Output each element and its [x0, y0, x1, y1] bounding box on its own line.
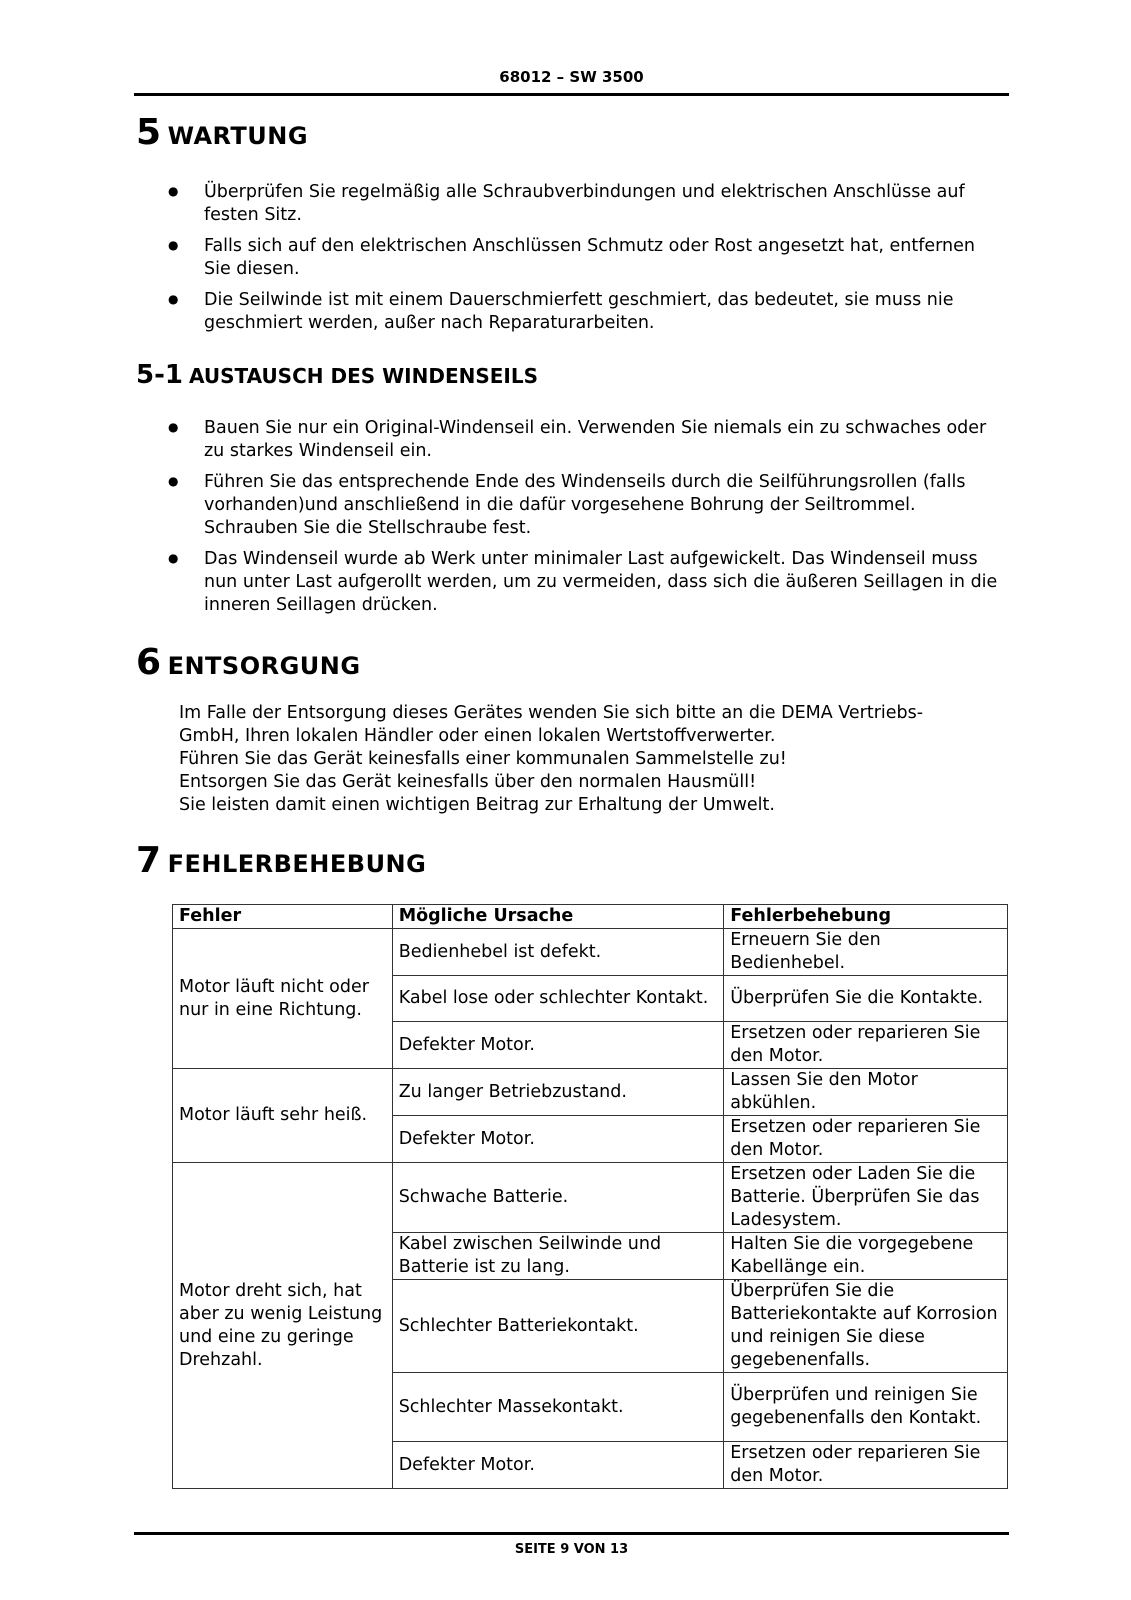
fix-cell: Ersetzen oder Laden Sie die Batterie. Überprüfen Sie das Ladesystem.	[724, 1163, 1008, 1233]
list-item: ● Führen Sie das entsprechende Ende des Windenseils durch die Seilführungsrollen (falls vorhanden)und anschließend in die dafür vorgesehene Bohrung der Seiltrommel. Schrauben Sie die Stellschraube fest.	[164, 471, 1004, 540]
table-row	[173, 1163, 1008, 1233]
cause-cell: Defekter Motor.	[392, 1116, 724, 1163]
paragraph-line: Entsorgen Sie das Gerät keinesfalls über den normalen Hausmüll!	[179, 772, 757, 792]
section-number: 5-1	[136, 360, 183, 390]
column-header-fix: Fehlerbehebung	[724, 905, 1008, 929]
table-row	[173, 929, 1008, 976]
fix-cell: Ersetzen oder reparieren Sie den Motor.	[724, 1116, 1008, 1163]
section-number: 5	[136, 112, 162, 153]
footer-rule	[134, 1532, 1009, 1535]
paragraph-line: GmbH, Ihren lokalen Händler oder einen lokalen Wertstoffverwerter.	[179, 726, 776, 746]
section-number: 6	[136, 642, 162, 683]
fault-cell: Motor läuft nicht oder nur in eine Richtung.	[173, 929, 393, 1069]
cause-cell: Schlechter Massekontakt.	[392, 1373, 724, 1442]
list-item: ● Bauen Sie nur ein Original-Windenseil ein. Verwenden Sie niemals ein zu schwaches oder zu starkes Windenseil ein.	[164, 417, 1004, 463]
page-footer: SEITE 9 VON 13	[514, 1542, 629, 1557]
section-heading-fehlerbehebung	[136, 840, 426, 881]
fix-cell: Ersetzen oder reparieren Sie den Motor.	[724, 1442, 1008, 1489]
page-header: 68012 – SW 3500	[499, 68, 644, 86]
fix-cell: Überprüfen und reinigen Sie gegebenenfalls den Kontakt.	[724, 1373, 1008, 1442]
cause-cell: Kabel zwischen Seilwinde und Batterie ist zu lang.	[392, 1233, 724, 1280]
column-header-fault: Fehler	[173, 905, 393, 929]
subsection-heading-austausch	[136, 360, 538, 390]
cause-cell: Schwache Batterie.	[392, 1163, 724, 1233]
section-title: WARTUNG	[167, 122, 309, 150]
austausch-list	[164, 417, 1004, 625]
paragraph-line: Sie leisten damit einen wichtigen Beitrag zur Erhaltung der Umwelt.	[179, 795, 775, 815]
table-row	[173, 1069, 1008, 1116]
fix-cell: Erneuern Sie den Bedienhebel.	[724, 929, 1008, 976]
fault-cell: Motor läuft sehr heiß.	[173, 1069, 393, 1163]
wartung-list	[164, 181, 1004, 343]
cause-cell: Defekter Motor.	[392, 1442, 724, 1489]
fix-cell: Lassen Sie den Motor abkühlen.	[724, 1069, 1008, 1116]
list-item: ● Das Windenseil wurde ab Werk unter minimaler Last aufgewickelt. Das Windenseil muss nun unter Last aufgerollt werden, um zu vermeiden, dass sich die äußeren Seillagen in die inneren Seillagen drücken.	[164, 548, 1004, 617]
header-rule	[134, 93, 1009, 96]
cause-cell: Schlechter Batteriekontakt.	[392, 1280, 724, 1373]
section-title: FEHLERBEHEBUNG	[167, 850, 427, 878]
column-header-cause: Mögliche Ursache	[392, 905, 724, 929]
section-heading-entsorgung	[136, 642, 361, 683]
section-heading-wartung	[136, 112, 308, 153]
fix-cell: Überprüfen Sie die Kontakte.	[724, 976, 1008, 1022]
cause-cell: Zu langer Betriebzustand.	[392, 1069, 724, 1116]
cause-cell: Bedienhebel ist defekt.	[392, 929, 724, 976]
paragraph-line: Führen Sie das Gerät keinesfalls einer kommunalen Sammelstelle zu!	[179, 749, 787, 769]
list-item: ● Die Seilwinde ist mit einem Dauerschmierfett geschmiert, das bedeutet, sie muss nie geschmiert werden, außer nach Reparaturarbeiten.	[164, 289, 1004, 335]
cause-cell: Defekter Motor.	[392, 1022, 724, 1069]
fix-cell: Überprüfen Sie die Batteriekontakte auf Korrosion und reinigen Sie diese gegebenenfalls.	[724, 1280, 1008, 1373]
fault-cell: Motor dreht sich, hat aber zu wenig Leistung und eine zu geringe Drehzahl.	[173, 1163, 393, 1489]
troubleshooting-table	[172, 904, 1008, 1489]
fix-cell: Ersetzen oder reparieren Sie den Motor.	[724, 1022, 1008, 1069]
paragraph-line: Im Falle der Entsorgung dieses Gerätes wenden Sie sich bitte an die DEMA Vertriebs-	[179, 703, 924, 723]
section-title: AUSTAUSCH DES WINDENSEILS	[188, 364, 538, 388]
entsorgung-paragraph	[179, 702, 1009, 817]
list-item: ● Überprüfen Sie regelmäßig alle Schraubverbindungen und elektrischen Anschlüsse auf festen Sitz.	[164, 181, 1004, 227]
cause-cell: Kabel lose oder schlechter Kontakt.	[392, 976, 724, 1022]
section-number: 7	[136, 840, 162, 881]
section-title: ENTSORGUNG	[167, 652, 361, 680]
list-item: ● Falls sich auf den elektrischen Anschlüssen Schmutz oder Rost angesetzt hat, entfernen Sie diesen.	[164, 235, 1004, 281]
fix-cell: Halten Sie die vorgegebene Kabellänge ein.	[724, 1233, 1008, 1280]
table-header-row	[173, 905, 1008, 929]
